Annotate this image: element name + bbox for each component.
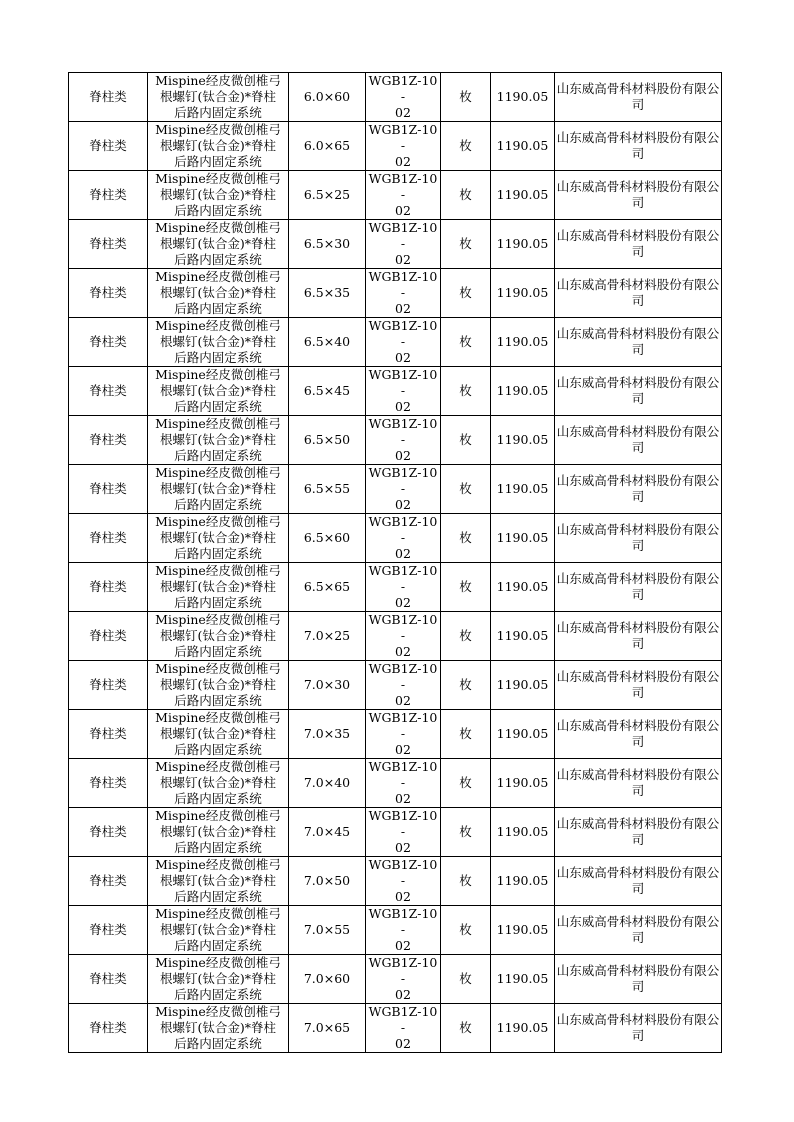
category-cell: 脊柱类 [69,955,148,1004]
spec-cell: 7.0×45 [289,808,366,857]
registration-code-line-1: WGB1Z-10- [368,906,438,937]
registration-code-cell [366,171,441,220]
product-name-cell [148,514,289,563]
product-name-cell [148,367,289,416]
product-name-line-3: 后路内固定系统 [174,399,262,414]
table-row [69,416,722,465]
spec-cell: 7.0×35 [289,710,366,759]
spec-cell: 7.0×40 [289,759,366,808]
product-name-line-3: 后路内固定系统 [174,742,262,757]
registration-code-line-1: WGB1Z-10- [368,416,438,447]
product-name-cell [148,563,289,612]
category-cell: 脊柱类 [69,563,148,612]
table-body [69,73,722,1053]
category-cell: 脊柱类 [69,171,148,220]
registration-code-cell [366,122,441,171]
unit-cell: 枚 [441,122,491,171]
price-cell: 1190.05 [491,122,555,171]
product-name-cell [148,906,289,955]
registration-code-cell [366,563,441,612]
company-cell: 山东威高骨科材料股份有限公司 [555,857,722,906]
price-cell: 1190.05 [491,808,555,857]
product-name-line-3: 后路内固定系统 [174,301,262,316]
unit-cell: 枚 [441,465,491,514]
unit-cell: 枚 [441,759,491,808]
company-cell: 山东威高骨科材料股份有限公司 [555,318,722,367]
registration-code-line-1: WGB1Z-10- [368,269,438,300]
registration-code-line-2: 02 [395,546,411,561]
table-row [69,73,722,122]
registration-code-line-2: 02 [395,154,411,169]
spec-cell: 7.0×55 [289,906,366,955]
registration-code-line-2: 02 [395,889,411,904]
registration-code-line-2: 02 [395,497,411,512]
unit-cell: 枚 [441,955,491,1004]
company-cell: 山东威高骨科材料股份有限公司 [555,122,722,171]
product-name-line-2: 根螺钉(钛合金)*脊柱 [159,383,276,398]
product-name-line-2: 根螺钉(钛合金)*脊柱 [159,481,276,496]
spec-cell: 7.0×60 [289,955,366,1004]
registration-code-cell [366,612,441,661]
registration-code-line-2: 02 [395,693,411,708]
price-cell: 1190.05 [491,416,555,465]
product-name-line-2: 根螺钉(钛合金)*脊柱 [159,285,276,300]
price-cell: 1190.05 [491,612,555,661]
unit-cell: 枚 [441,367,491,416]
product-name-cell [148,1004,289,1053]
unit-cell: 枚 [441,857,491,906]
product-name-line-3: 后路内固定系统 [174,448,262,463]
category-cell: 脊柱类 [69,465,148,514]
product-name-line-1: Mispine经皮微创椎弓 [155,661,281,676]
company-cell: 山东威高骨科材料股份有限公司 [555,269,722,318]
price-cell: 1190.05 [491,220,555,269]
product-name-cell [148,955,289,1004]
product-name-line-1: Mispine经皮微创椎弓 [155,367,281,382]
product-name-cell [148,710,289,759]
company-cell: 山东威高骨科材料股份有限公司 [555,514,722,563]
registration-code-cell [366,1004,441,1053]
product-name-line-1: Mispine经皮微创椎弓 [155,710,281,725]
product-name-cell [148,73,289,122]
registration-code-line-1: WGB1Z-10- [368,857,438,888]
category-cell: 脊柱类 [69,73,148,122]
product-name-line-1: Mispine经皮微创椎弓 [155,514,281,529]
spec-cell: 6.5×30 [289,220,366,269]
product-name-line-3: 后路内固定系统 [174,154,262,169]
registration-code-line-2: 02 [395,595,411,610]
company-cell: 山东威高骨科材料股份有限公司 [555,563,722,612]
registration-code-line-2: 02 [395,252,411,267]
registration-code-cell [366,416,441,465]
table-row [69,269,722,318]
registration-code-line-2: 02 [395,350,411,365]
product-name-line-1: Mispine经皮微创椎弓 [155,171,281,186]
product-name-cell [148,171,289,220]
company-cell: 山东威高骨科材料股份有限公司 [555,465,722,514]
price-cell: 1190.05 [491,465,555,514]
registration-code-line-1: WGB1Z-10- [368,759,438,790]
price-cell: 1190.05 [491,661,555,710]
product-name-line-3: 后路内固定系统 [174,203,262,218]
category-cell: 脊柱类 [69,906,148,955]
registration-code-line-2: 02 [395,105,411,120]
product-name-line-3: 后路内固定系统 [174,644,262,659]
unit-cell: 枚 [441,318,491,367]
registration-code-line-1: WGB1Z-10- [368,808,438,839]
registration-code-line-1: WGB1Z-10- [368,563,438,594]
product-name-cell [148,759,289,808]
table-row [69,1004,722,1053]
product-name-line-2: 根螺钉(钛合金)*脊柱 [159,334,276,349]
registration-code-cell [366,857,441,906]
spec-cell: 6.5×65 [289,563,366,612]
unit-cell: 枚 [441,906,491,955]
registration-code-line-1: WGB1Z-10- [368,514,438,545]
product-name-line-3: 后路内固定系统 [174,693,262,708]
category-cell: 脊柱类 [69,318,148,367]
company-cell: 山东威高骨科材料股份有限公司 [555,220,722,269]
product-name-cell [148,857,289,906]
table-row [69,220,722,269]
table-row [69,563,722,612]
category-cell: 脊柱类 [69,612,148,661]
product-name-line-3: 后路内固定系统 [174,497,262,512]
company-cell: 山东威高骨科材料股份有限公司 [555,416,722,465]
registration-code-cell [366,318,441,367]
unit-cell: 枚 [441,269,491,318]
unit-cell: 枚 [441,416,491,465]
registration-code-line-1: WGB1Z-10- [368,318,438,349]
table-row [69,514,722,563]
spec-cell: 7.0×30 [289,661,366,710]
category-cell: 脊柱类 [69,122,148,171]
registration-code-line-2: 02 [395,1036,411,1051]
unit-cell: 枚 [441,171,491,220]
price-cell: 1190.05 [491,73,555,122]
registration-code-cell [366,808,441,857]
registration-code-cell [366,220,441,269]
product-name-line-2: 根螺钉(钛合金)*脊柱 [159,236,276,251]
category-cell: 脊柱类 [69,808,148,857]
registration-code-line-2: 02 [395,301,411,316]
product-name-line-3: 后路内固定系统 [174,105,262,120]
registration-code-cell [366,465,441,514]
registration-code-line-2: 02 [395,987,411,1002]
company-cell: 山东威高骨科材料股份有限公司 [555,661,722,710]
price-cell: 1190.05 [491,759,555,808]
product-name-line-1: Mispine经皮微创椎弓 [155,220,281,235]
category-cell: 脊柱类 [69,514,148,563]
price-cell: 1190.05 [491,367,555,416]
registration-code-line-1: WGB1Z-10- [368,1004,438,1035]
product-name-line-1: Mispine经皮微创椎弓 [155,808,281,823]
product-name-line-2: 根螺钉(钛合金)*脊柱 [159,530,276,545]
spec-cell: 7.0×65 [289,1004,366,1053]
product-name-cell [148,318,289,367]
product-name-line-3: 后路内固定系统 [174,889,262,904]
product-name-line-3: 后路内固定系统 [174,1036,262,1051]
product-name-cell [148,612,289,661]
price-table [68,72,722,1053]
category-cell: 脊柱类 [69,661,148,710]
registration-code-line-2: 02 [395,203,411,218]
table-row [69,710,722,759]
company-cell: 山东威高骨科材料股份有限公司 [555,759,722,808]
table-row [69,808,722,857]
table-row [69,122,722,171]
spec-cell: 6.5×45 [289,367,366,416]
product-name-line-1: Mispine经皮微创椎弓 [155,955,281,970]
company-cell: 山东威高骨科材料股份有限公司 [555,906,722,955]
product-name-line-2: 根螺钉(钛合金)*脊柱 [159,922,276,937]
price-cell: 1190.05 [491,514,555,563]
product-name-line-1: Mispine经皮微创椎弓 [155,465,281,480]
price-cell: 1190.05 [491,1004,555,1053]
product-name-line-1: Mispine经皮微创椎弓 [155,612,281,627]
product-name-line-2: 根螺钉(钛合金)*脊柱 [159,89,276,104]
registration-code-cell [366,514,441,563]
registration-code-line-1: WGB1Z-10- [368,710,438,741]
registration-code-cell [366,661,441,710]
product-name-line-2: 根螺钉(钛合金)*脊柱 [159,138,276,153]
registration-code-line-2: 02 [395,742,411,757]
registration-code-cell [366,367,441,416]
product-name-line-2: 根螺钉(钛合金)*脊柱 [159,677,276,692]
price-cell: 1190.05 [491,857,555,906]
product-name-line-2: 根螺钉(钛合金)*脊柱 [159,1020,276,1035]
registration-code-line-2: 02 [395,644,411,659]
product-name-line-2: 根螺钉(钛合金)*脊柱 [159,873,276,888]
product-name-line-1: Mispine经皮微创椎弓 [155,1004,281,1019]
company-cell: 山东威高骨科材料股份有限公司 [555,367,722,416]
company-cell: 山东威高骨科材料股份有限公司 [555,1004,722,1053]
product-name-line-1: Mispine经皮微创椎弓 [155,73,281,88]
unit-cell: 枚 [441,514,491,563]
unit-cell: 枚 [441,612,491,661]
table-row [69,857,722,906]
price-cell: 1190.05 [491,710,555,759]
table-row [69,465,722,514]
table-row [69,759,722,808]
product-name-cell [148,220,289,269]
price-cell: 1190.05 [491,269,555,318]
unit-cell: 枚 [441,661,491,710]
product-name-line-2: 根螺钉(钛合金)*脊柱 [159,579,276,594]
category-cell: 脊柱类 [69,220,148,269]
spec-cell: 6.5×60 [289,514,366,563]
product-name-line-3: 后路内固定系统 [174,938,262,953]
registration-code-line-1: WGB1Z-10- [368,465,438,496]
unit-cell: 枚 [441,73,491,122]
table-row [69,612,722,661]
product-name-line-2: 根螺钉(钛合金)*脊柱 [159,726,276,741]
unit-cell: 枚 [441,710,491,759]
table-row [69,171,722,220]
spec-cell: 6.5×40 [289,318,366,367]
registration-code-cell [366,710,441,759]
spec-cell: 6.0×60 [289,73,366,122]
registration-code-line-1: WGB1Z-10- [368,73,438,104]
company-cell: 山东威高骨科材料股份有限公司 [555,612,722,661]
spec-cell: 6.5×25 [289,171,366,220]
registration-code-line-2: 02 [395,399,411,414]
product-name-cell [148,808,289,857]
company-cell: 山东威高骨科材料股份有限公司 [555,710,722,759]
table-row [69,661,722,710]
registration-code-line-1: WGB1Z-10- [368,661,438,692]
table-row [69,955,722,1004]
price-cell: 1190.05 [491,955,555,1004]
price-cell: 1190.05 [491,563,555,612]
unit-cell: 枚 [441,1004,491,1053]
product-name-line-1: Mispine经皮微创椎弓 [155,563,281,578]
product-name-cell [148,122,289,171]
price-cell: 1190.05 [491,171,555,220]
company-cell: 山东威高骨科材料股份有限公司 [555,171,722,220]
table-row [69,367,722,416]
spec-cell: 7.0×50 [289,857,366,906]
registration-code-cell [366,759,441,808]
product-name-line-1: Mispine经皮微创椎弓 [155,759,281,774]
product-name-line-1: Mispine经皮微创椎弓 [155,906,281,921]
registration-code-line-2: 02 [395,791,411,806]
category-cell: 脊柱类 [69,416,148,465]
registration-code-line-2: 02 [395,448,411,463]
company-cell: 山东威高骨科材料股份有限公司 [555,955,722,1004]
registration-code-line-2: 02 [395,938,411,953]
product-name-line-1: Mispine经皮微创椎弓 [155,416,281,431]
spec-cell: 6.0×65 [289,122,366,171]
price-cell: 1190.05 [491,318,555,367]
category-cell: 脊柱类 [69,710,148,759]
spec-cell: 6.5×35 [289,269,366,318]
category-cell: 脊柱类 [69,759,148,808]
registration-code-line-2: 02 [395,840,411,855]
unit-cell: 枚 [441,563,491,612]
company-cell: 山东威高骨科材料股份有限公司 [555,73,722,122]
product-name-line-3: 后路内固定系统 [174,987,262,1002]
registration-code-cell [366,955,441,1004]
price-cell: 1190.05 [491,906,555,955]
table-row [69,318,722,367]
product-name-line-1: Mispine经皮微创椎弓 [155,318,281,333]
product-name-cell [148,465,289,514]
table-row [69,906,722,955]
registration-code-line-1: WGB1Z-10- [368,612,438,643]
product-name-line-3: 后路内固定系统 [174,840,262,855]
product-name-line-1: Mispine经皮微创椎弓 [155,122,281,137]
category-cell: 脊柱类 [69,1004,148,1053]
product-name-line-1: Mispine经皮微创椎弓 [155,857,281,872]
registration-code-line-1: WGB1Z-10- [368,367,438,398]
product-name-line-2: 根螺钉(钛合金)*脊柱 [159,187,276,202]
product-name-line-1: Mispine经皮微创椎弓 [155,269,281,284]
product-name-line-2: 根螺钉(钛合金)*脊柱 [159,628,276,643]
category-cell: 脊柱类 [69,857,148,906]
registration-code-cell [366,73,441,122]
product-name-line-2: 根螺钉(钛合金)*脊柱 [159,775,276,790]
registration-code-cell [366,906,441,955]
product-name-line-3: 后路内固定系统 [174,791,262,806]
category-cell: 脊柱类 [69,269,148,318]
registration-code-line-1: WGB1Z-10- [368,171,438,202]
registration-code-line-1: WGB1Z-10- [368,122,438,153]
product-name-line-3: 后路内固定系统 [174,546,262,561]
spec-cell: 6.5×55 [289,465,366,514]
category-cell: 脊柱类 [69,367,148,416]
registration-code-line-1: WGB1Z-10- [368,220,438,251]
product-name-cell [148,269,289,318]
product-name-line-2: 根螺钉(钛合金)*脊柱 [159,971,276,986]
spec-cell: 7.0×25 [289,612,366,661]
product-name-cell [148,661,289,710]
registration-code-cell [366,269,441,318]
product-name-line-2: 根螺钉(钛合金)*脊柱 [159,824,276,839]
product-name-line-3: 后路内固定系统 [174,350,262,365]
company-cell: 山东威高骨科材料股份有限公司 [555,808,722,857]
product-name-line-3: 后路内固定系统 [174,595,262,610]
unit-cell: 枚 [441,808,491,857]
spec-cell: 6.5×50 [289,416,366,465]
product-name-cell [148,416,289,465]
product-name-line-3: 后路内固定系统 [174,252,262,267]
product-name-line-2: 根螺钉(钛合金)*脊柱 [159,432,276,447]
registration-code-line-1: WGB1Z-10- [368,955,438,986]
unit-cell: 枚 [441,220,491,269]
